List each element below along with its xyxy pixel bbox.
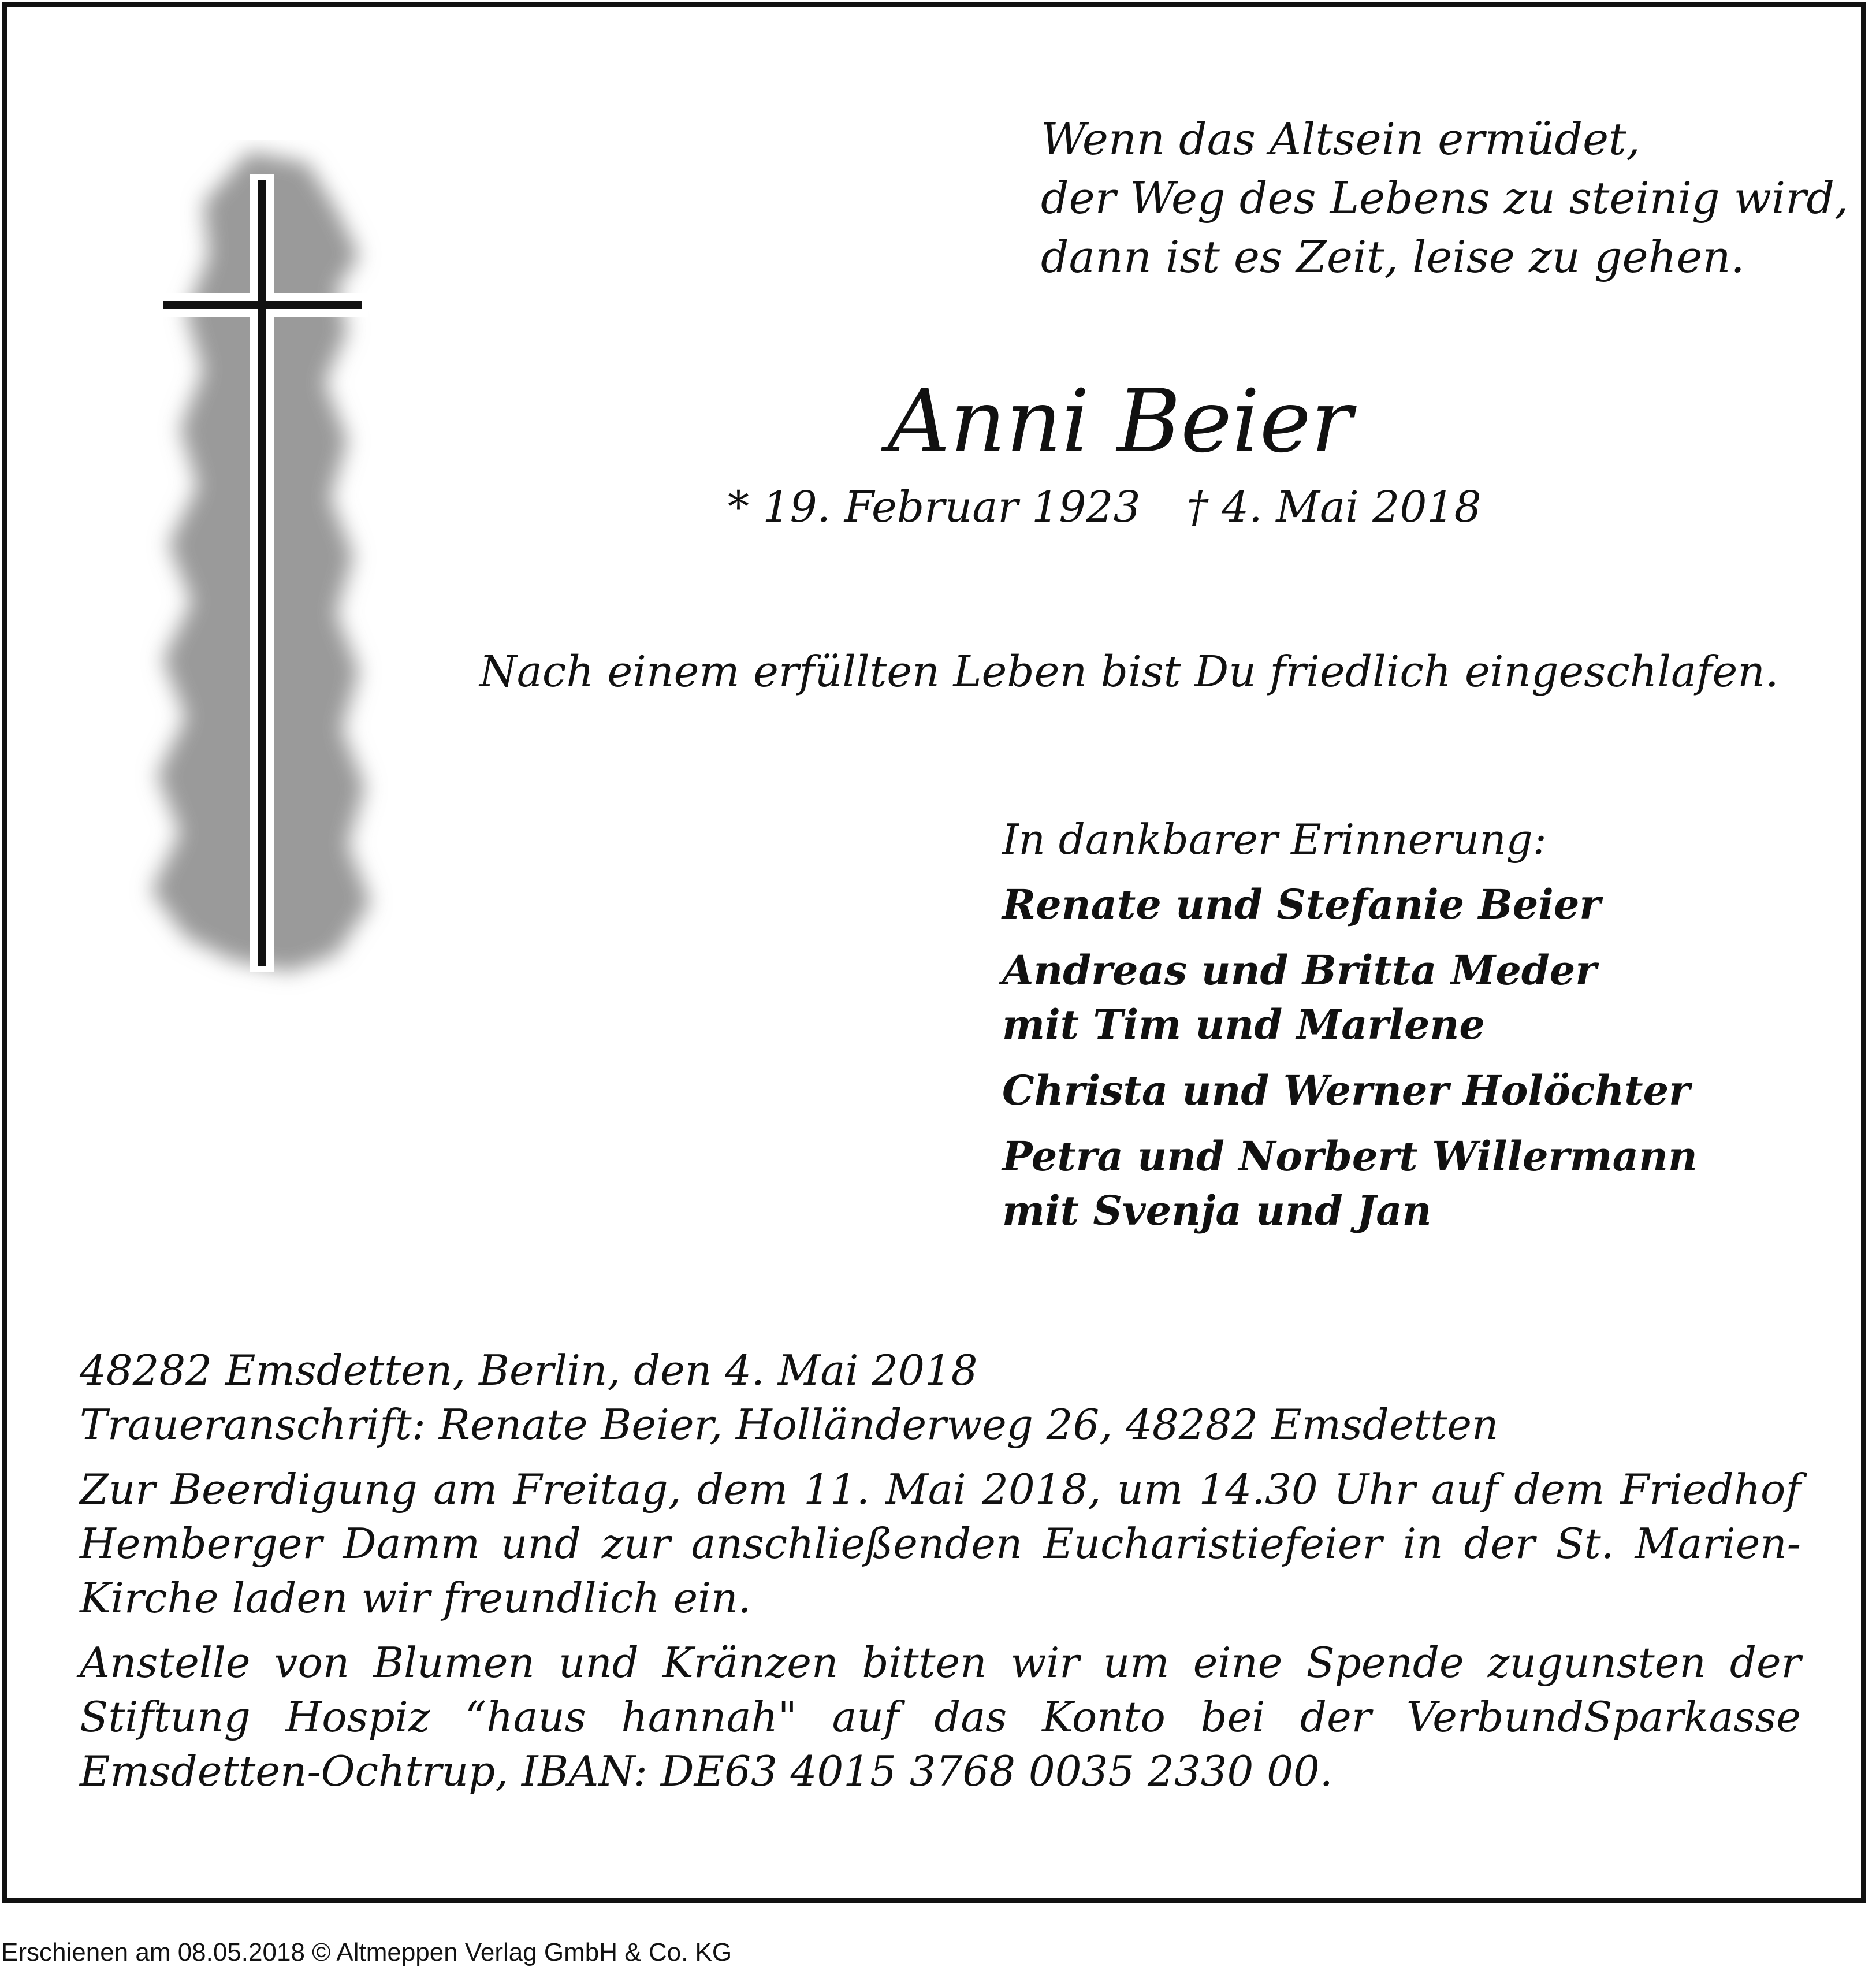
life-dates bbox=[728, 479, 1482, 535]
mourner-family: Renate und Stefanie Beier bbox=[1002, 880, 1601, 928]
mourners-intro: In dankbarer Erinnerung: bbox=[1002, 815, 1547, 864]
motto-line: der Weg des Lebens zu steinig wird, bbox=[1041, 172, 1849, 224]
mourners-block bbox=[1002, 812, 1698, 1250]
deceased-name: Anni Beier bbox=[887, 371, 1353, 472]
motto-line: dann ist es Zeit, leise zu gehen. bbox=[1041, 231, 1745, 282]
death-date: † 4. Mai 2018 bbox=[1186, 482, 1482, 532]
donation-info: Anstelle von Blumen und Kränzen bitten wir um eine Spende zugunsten der Stiftung Hospiz “haus hannah" auf das Konto bei der VerbundSparkasse Emsdetten-Ochtrup, IBAN: DE63 4015 3768 0035 2330 00. bbox=[80, 1638, 1801, 1795]
cross-icon bbox=[117, 140, 417, 1006]
motto-verse bbox=[1041, 110, 1849, 287]
birth-date: * 19. Februar 1923 bbox=[728, 482, 1141, 532]
place-date: 48282 Emsdetten, Berlin, den 4. Mai 2018 bbox=[80, 1346, 978, 1395]
funeral-details bbox=[80, 1343, 1801, 1798]
mourner-family: Christa und Werner Holöchter bbox=[1002, 1066, 1691, 1114]
mourner-family: Petra und Norbert Willermann mit Svenja und Jan bbox=[1002, 1132, 1698, 1235]
publication-footer: Erschienen am 08.05.2018 © Altmeppen Verlag GmbH & Co. KG bbox=[1, 1938, 732, 1966]
funeral-info: Zur Beerdigung am Freitag, dem 11. Mai 2018, um 14.30 Uhr auf dem Friedhof Hemberger Damm und zur anschließenden Eucharistiefeier in der St. Marien-Kirche laden wir freundlich ein. bbox=[80, 1465, 1801, 1622]
mourning-address: Traueranschrift: Renate Beier, Holländerweg 26, 48282 Emsdetten bbox=[80, 1400, 1499, 1449]
mourner-family: Andreas und Britta Meder mit Tim und Marlene bbox=[1002, 946, 1597, 1049]
farewell-sentence: Nach einem erfüllten Leben bist Du friedlich eingeschlafen. bbox=[479, 647, 1779, 697]
motto-line: Wenn das Altsein ermüdet, bbox=[1041, 113, 1640, 165]
